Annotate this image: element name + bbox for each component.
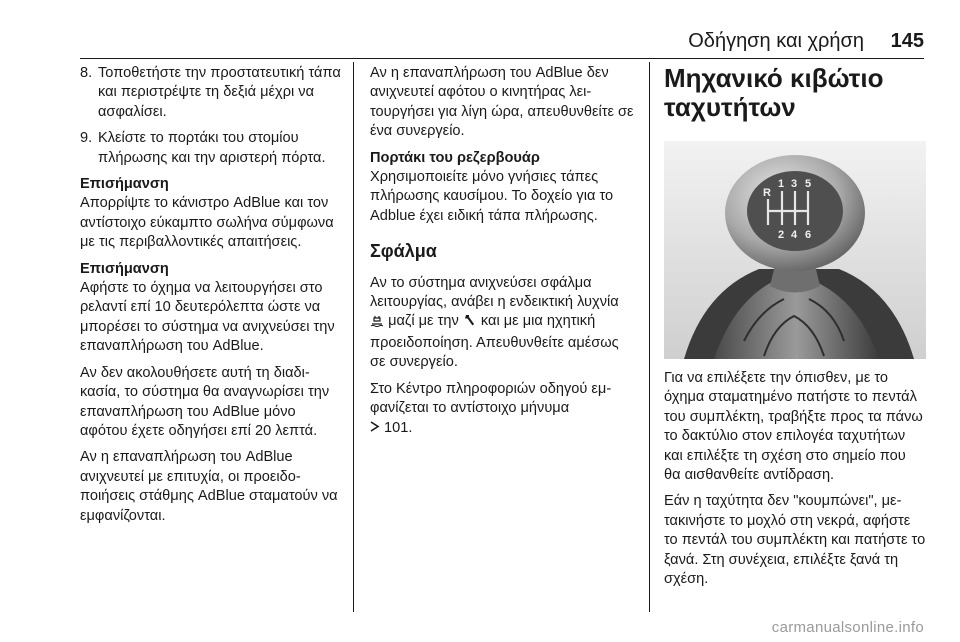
note-text: Αφήστε το όχημα να λειτουργήσει στο ρελαντί επί 10 δευτερόλεπτα ώστε να μπορέσει το σύστημα να ανιχνεύσει την επαναπλήρωση του AdBlue. (80, 280, 335, 355)
paragraph: Χρησιμοποιείτε μόνο γνήσιες τάπες πλήρωσης καυσίμου. Το δοχείο για το Adblue έχει ειδική τάπα πλήρωσης. (370, 169, 614, 224)
column-divider (353, 62, 354, 612)
page-header (0, 30, 960, 56)
fault-text: μαζί με την (388, 313, 459, 330)
reference-page[interactable]: 101. (384, 419, 413, 436)
list-number: 9. (80, 130, 93, 147)
paragraph (370, 380, 636, 438)
list-text: Κλείστε το πορτάκι του στομίου πλήρωσης και την αριστερή πόρτα. (98, 130, 326, 166)
paragraph: Αν η επαναπλήρωση του AdBlue δεν ανιχνευτεί αφότου ο κινητήρας λειτουργήσει για λίγη ώρα, απευθυνθείτε σε ένα συνεργείο. (370, 65, 634, 140)
cross-reference-arrow-icon[interactable] (370, 419, 380, 438)
paragraph: Αν δεν ακολουθήσετε αυτή τη διαδικασία, το σύστημα θα αναγνωρίσει την επαναπλήρωση του AdBlue μόνο αφότου έχετε οδηγήσει επί 20 λεπτά. (80, 364, 330, 439)
column-3 (664, 64, 926, 596)
info-text: Στο Κέντρο πληροφοριών οδηγού εμφανίζεται το αντίστοιχο μήνυμα (370, 380, 612, 417)
gear-label-3: 3 (791, 178, 798, 190)
paragraph: Για να επιλέξετε την όπισθεν, με το όχημα σταματημένο πατήστε το πεντάλ του συμπλέκτη, τραβήξτε προς τα πάνω το δακτύλιο στον επιλογέα ταχυτήτων και επιλέξτε τη σχέση στο σημείο που θα αισθανθείτε αντίδραση. (664, 370, 923, 484)
note-text: Απορρίψτε το κάνιστρο AdBlue και τον αντίστοιχο εύκαμπτο σωλήνα σύμφωνα με τις περιβαλλοντικές απαιτήσεις. (80, 195, 334, 251)
gear-label-r: R (763, 187, 771, 199)
list-text: Τοποθετήστε την προστατευτική τάπα και περιστρέψτε τη δεξιά μέχρι να ασφαλίσει. (98, 65, 341, 120)
gear-label-5: 5 (805, 178, 812, 190)
section-subheading: Πορτάκι του ρεζερβουάρ (370, 149, 540, 166)
note-heading: Επισήμανση (80, 260, 169, 277)
gear-label-2: 2 (778, 229, 785, 241)
fault-text: Αν το σύστημα ανιχνεύσει σφάλμα λειτουργίας, ανάβει η ενδεικτική λυχνία (370, 274, 619, 311)
column-divider (649, 62, 650, 612)
header-rule (80, 58, 924, 59)
fault-text: και με μια ηχητική προειδοποίηση. Απευθυνθείτε αμέσως σε συνεργείο. (370, 313, 619, 371)
exhaust-emission-warning-icon (370, 314, 384, 333)
section-heading: Σφάλμα (370, 241, 437, 262)
watermark: carmanualsonline.info (771, 619, 924, 636)
paragraph: Εάν η ταχύτητα δεν "κουμπώνει", μετακινήστε το μοχλό στη νεκρά, αφήστε το πεντάλ του συμπλέκτη και πατήστε το ξανά. Στη συνέχεια, επιλέξτε ξανά τη σχέση. (664, 493, 926, 588)
paragraph (370, 274, 636, 373)
note-heading: Επισήμανση (80, 176, 169, 193)
running-title: Οδήγηση και χρήση (688, 30, 864, 52)
list-item (80, 64, 342, 122)
gear-label-4: 4 (791, 229, 798, 241)
section-title: Μηχανικό κιβώτιο ταχυτήτων (664, 63, 884, 122)
column-2 (370, 64, 636, 445)
gear-lever-photo (664, 141, 926, 359)
gear-label-1: 1 (778, 178, 785, 190)
list-number: 8. (80, 65, 93, 81)
paragraph: Αν η επαναπλήρωση του AdBlue ανιχνευτεί με επιτυχία, οι προειδοποιήσεις στάθμης AdBlue σταματούν να εμφανίζονται. (80, 449, 338, 524)
column-1 (80, 64, 342, 533)
gear-label-6: 6 (805, 229, 812, 241)
page-number: 145 (890, 30, 924, 52)
list-item (80, 129, 342, 168)
service-wrench-icon (463, 313, 477, 333)
